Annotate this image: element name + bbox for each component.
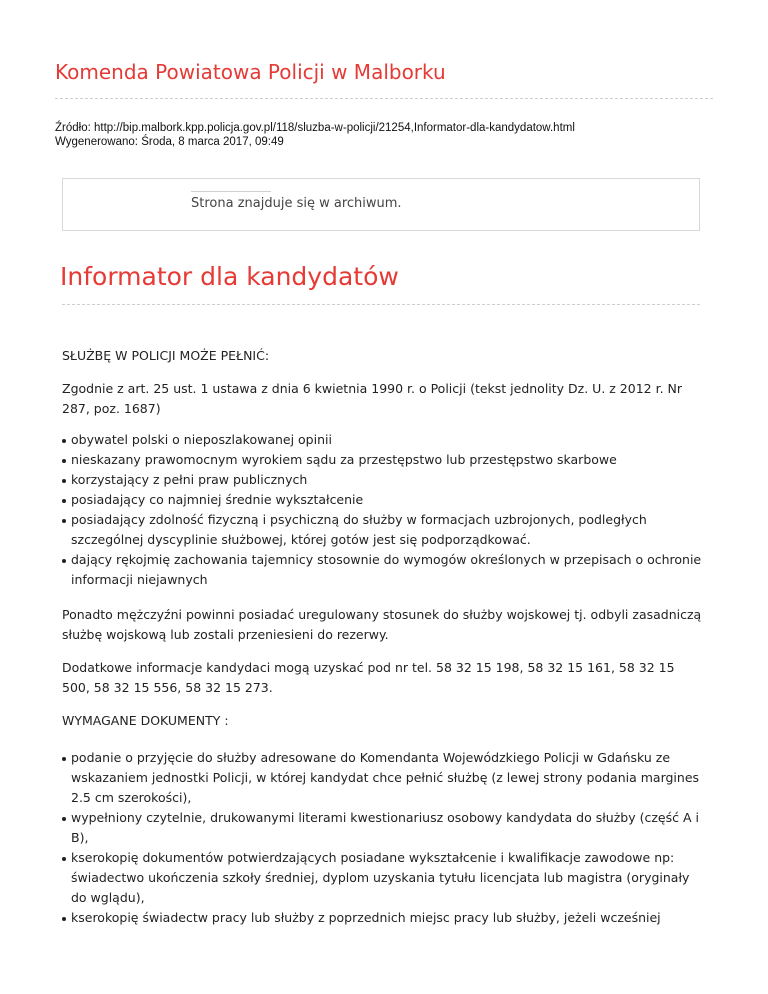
print-metadata: [55, 121, 735, 149]
page-title: Informator dla kandydatów: [60, 262, 399, 291]
archive-notice-text: Strona znajduje się w archiwum.: [191, 196, 402, 211]
military-service-paragraph: Ponadto mężczyźni powinni posiadać uregulowany stosunek do służby wojskowej tj. odbyli zasadniczą służbę wojskową lub zostali przeniesieni do rezerwy.: [62, 607, 702, 642]
list-item: wypełniony czytelnie, drukowanymi literami kwestionariusz osobowy kandydata do służby (część A i B),: [62, 808, 702, 848]
generated-date: Wygenerowano: Środa, 8 marca 2017, 09:49: [55, 136, 284, 148]
list-item: korzystający z pełni praw publicznych: [62, 470, 702, 490]
list-item: posiadający zdolność fizyczną i psychiczną do służby w formacjach uzbrojonych, podległych szczególnej dyscyplinie służbowej, której gotów jest się podporządkować.: [62, 510, 702, 550]
article-content: [62, 346, 702, 943]
requirements-list: [62, 430, 702, 590]
section-heading-eligibility: SŁUŻBĘ W POLICJI MOŻE PEŁNIĆ:: [62, 348, 270, 363]
list-item: obywatel polski o nieposzlakowanej opinii: [62, 430, 702, 450]
documents-list: [62, 748, 702, 928]
list-item: kserokopię dokumentów potwierdzających posiadane wykształcenie i kwalifikacje zawodowe np: świadectwo ukończenia szkoły średniej, dyplom uzyskania tytułu licencjata lub magistra (oryginały do wglądu),: [62, 848, 702, 908]
header-divider: [55, 98, 713, 99]
section-heading-documents: WYMAGANE DOKUMENTY :: [62, 713, 229, 728]
list-item: dający rękojmię zachowania tajemnicy stosownie do wymogów określonych w przepisach o ochronie informacji niejawnych: [62, 550, 702, 590]
list-item: kserokopię świadectw pracy lub służby z poprzednich miejsc pracy lub służby, jeżeli wcześniej: [62, 908, 702, 928]
list-item: nieskazany prawomocnym wyrokiem sądu za przestępstwo lub przestępstwo skarbowe: [62, 450, 702, 470]
archive-notice-box: [62, 178, 700, 231]
source-url: Źródło: http://bip.malbork.kpp.policja.gov.pl/118/sluzba-w-policji/21254,Informator-dla-kandydatow.html: [55, 122, 575, 134]
legal-basis-paragraph: Zgodnie z art. 25 ust. 1 ustawa z dnia 6 kwietnia 1990 r. o Policji (tekst jednolity Dz. U. z 2012 r. Nr 287, poz. 1687): [62, 381, 683, 416]
archive-notice-rule: [191, 191, 271, 192]
list-item: podanie o przyjęcie do służby adresowane do Komendanta Wojewódzkiego Policji w Gdańsku ze wskazaniem jednostki Policji, w której kandydat chce pełnić służbę (z lewej strony podania margines 2.5 cm szerokości),: [62, 748, 702, 808]
title-divider: [62, 304, 700, 305]
site-title: Komenda Powiatowa Policji w Malborku: [55, 60, 446, 84]
list-item: posiadający co najmniej średnie wykształcenie: [62, 490, 702, 510]
contact-paragraph: Dodatkowe informacje kandydaci mogą uzyskać pod nr tel. 58 32 15 198, 58 32 15 161, 58 32 15 500, 58 32 15 556, 58 32 15 273.: [62, 660, 675, 695]
